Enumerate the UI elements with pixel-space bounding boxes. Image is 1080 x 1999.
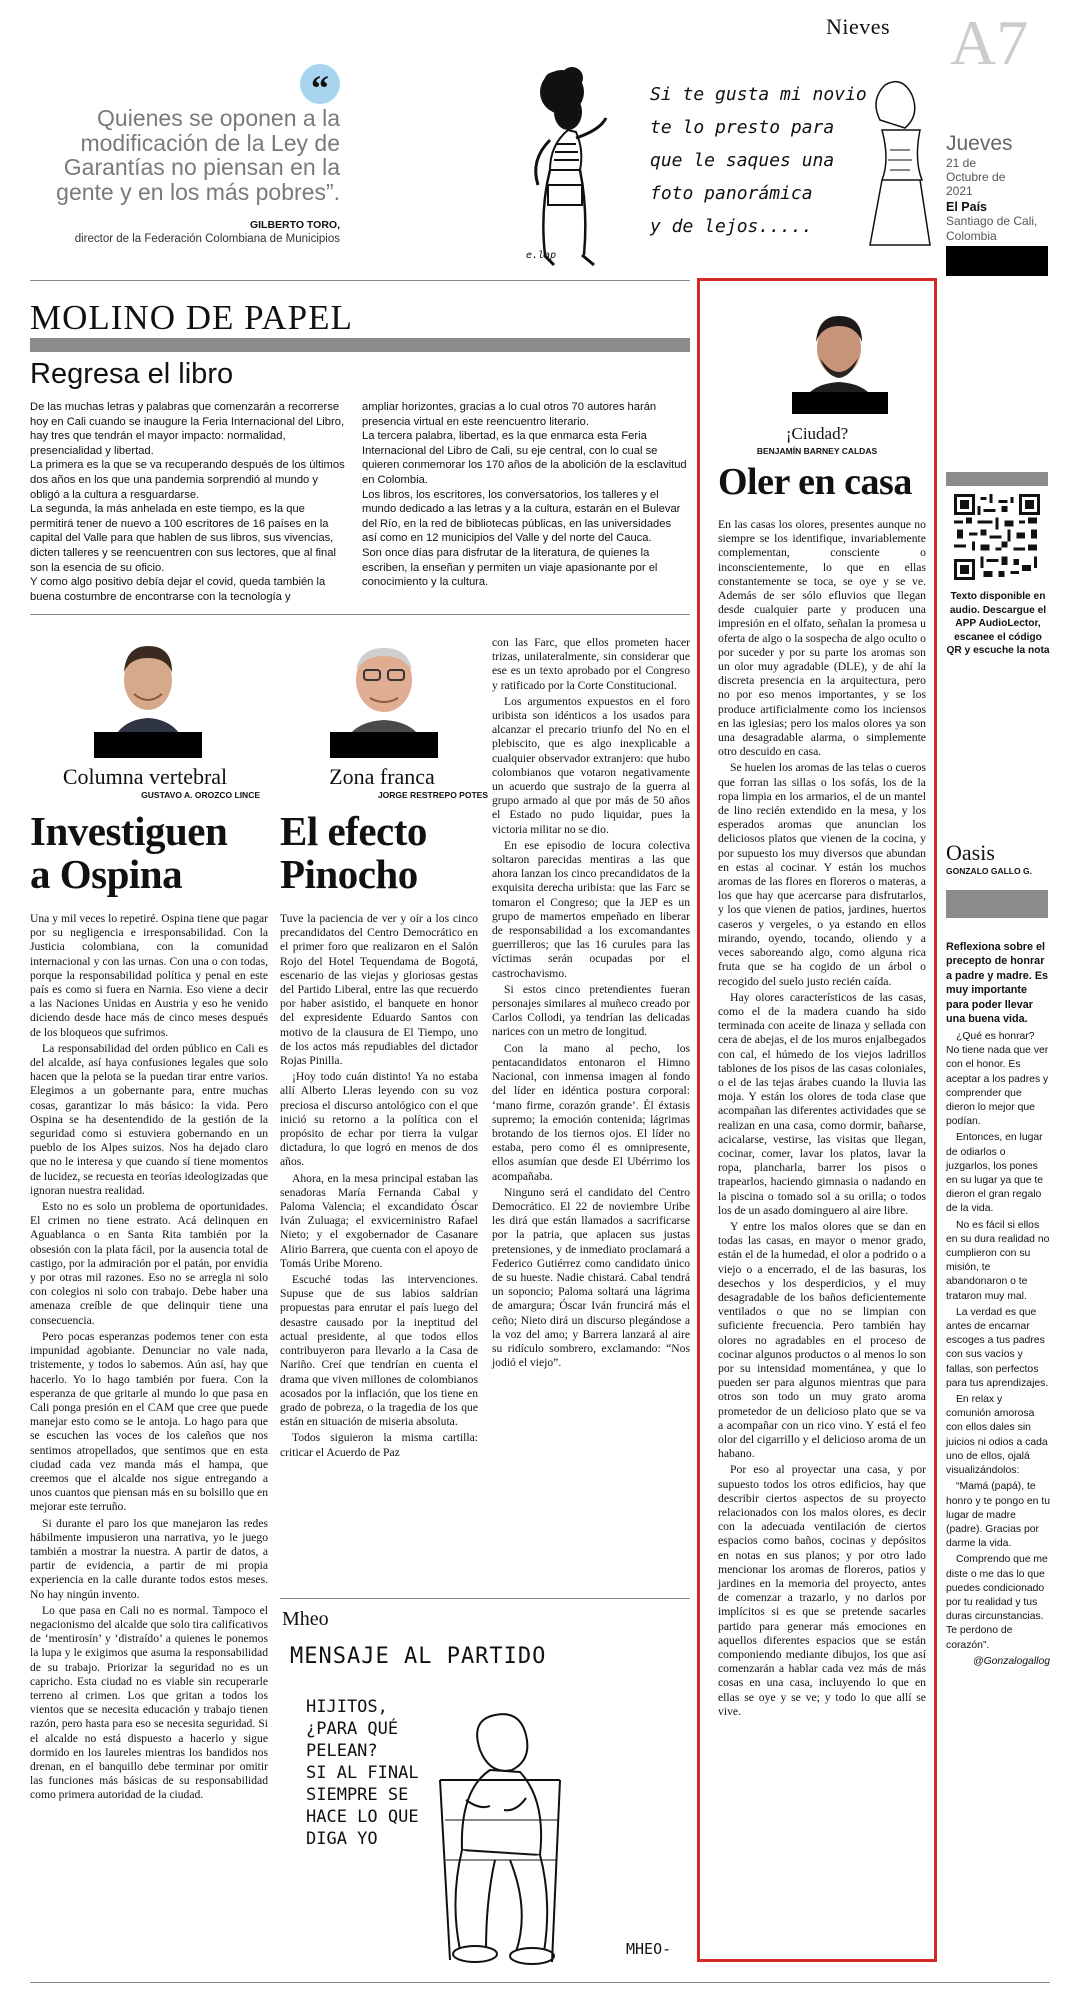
- date-label: 21 de Octubre de 2021: [946, 156, 1006, 198]
- editorial-paragraph: La primera es la que se va recuperando después de los últimos dos años en los que una pandemia sorprendió al mundo y obligó a la cultura a resguardarse.: [30, 459, 345, 501]
- oasis-paragraph: La verdad es que antes de encarnar escoges a tus padres con sus vacíos y fallas, son perfectos para tus aprendizajes.: [946, 1306, 1049, 1389]
- headline-line: Investiguen: [30, 808, 228, 854]
- column-paragraph: Y entre los malos olores que se dan en todas las casas, en mayor o menor grado, están el de la humedad, el olor a podrido o a viejo o a encerrado, el de las basuras, los desechos y los desperdicios, y el muy desagradable de los baños deficientemente ventilados o que no se limpian con suficiente frecuencia. Pero también hay olores no agradables en el proceso de cocinar algunos productos o al menos lo son por su intensidad momentánea, y que lo pueden ser para algunos mientras que para otros son todo un muy grato aroma prometedor de un delicioso plato que se va a acompañar con un rico vino. Y está el feo olor del cigarrillo y el delicioso aroma de un habano.: [718, 1219, 926, 1461]
- column-paragraph: Escuché todas las intervenciones. Supuse que de sus labios saldrían propuestas para enrutar el país luego del desastre causado por la ineptitud del actual presidente, al que todos ellos contribuyeron para llevarlo a la Casa de Nariño. Creí que tendrían en cuenta el drama que viven millones de colombianos acosados por la inflación, que los tiene en grado de pobreza, o la tragedia de los que están en situación de miseria absoluta.: [280, 1273, 478, 1429]
- column-paragraph: Con la mano al pecho, los pentacandidatos entonaron el Himno Nacional, con inmensa imagen al fondo del líder en idéntica postura corporal: ‘mano firme, corazón grande’. Él éxtasis supremo; la emoción contenida; lágrimas brotando de los tiernos ojos. El líder no estaba, pero como él es omnipresente, ellos asumían que desde El Ubérrimo los acompañaba.: [492, 1041, 690, 1183]
- column-section-title: Columna vertebral: [62, 764, 228, 789]
- photo-black-bar: [94, 732, 202, 758]
- column3-body: [718, 518, 926, 1721]
- page-number: A7: [950, 7, 1029, 78]
- oasis-body: [946, 1030, 1050, 1669]
- cartoon-signature: MHEO-: [626, 1940, 672, 1958]
- column-paragraph: Lo que pasa en Cali no es normal. Tampoco el negacionismo del alcalde que solo tira calificativos de ‘mentirosín’ y ‘distraído’ a quienes le ponemos la lupa y le exigimos que asuma la responsabilidad de su trabajo. Priorizar la seguridad no es un capricho. Esta ciudad no es viable sin recuperarle terreno al crimen. Los que gritan a todos los vientos que se necesita educación y trabajo tienen razón, pero hasta para eso se necesita seguridad. Si el alcalde no está dispuesto a hacerlo y sigue dormido en los laureles mientras los bandidos nos drenan, en el banquillo debe terminar por omitir las funciones más básicas de su responsabilidad como primera autoridad de la ciudad.: [30, 1603, 268, 1802]
- oasis-gray-bar: [946, 890, 1048, 918]
- masthead-black-bar: [946, 246, 1048, 276]
- quote-icon: [300, 64, 340, 108]
- column-paragraph: Una y mil veces lo repetiré. Ospina tiene que pagar por su negligencia e irresponsabilidad. Con la Justicia colombiana, con la comunidad internacional y con las urnas. Con una o con todas, porque la responsabilidad política y penal en este país es como si fuera en Narnia. Eso viene a decir a las Naciones Unidas en Austria y eso he venido diciendo desde hace más de cinco meses después de los bloqueos que sufrimos.: [30, 912, 268, 1039]
- column-paragraph: Si estos cinco pretendientes fueran personajes similares al muñeco creado por Carlos Collodi, ya tendrían las delicadas narices con un metro de longitud.: [492, 982, 690, 1039]
- editorial-gray-bar: [30, 338, 690, 352]
- editorial-paragraph: Y como algo positivo debía dejar el covid, queda también la buena costumbre de encontrarse con la tecnología y: [30, 576, 326, 603]
- cartoon-caption-line: que le saques una: [650, 150, 835, 171]
- column-paragraph: En ese episodio de locura colectiva soltaron parecidas mentiras a las que ahora lanzan los cinco precandidatos de la exquisita derecha uribista: que las Farc se tomaron el Congreso; que la JEP es un grupo de mamertos empeñado en liberar de responsabilidad a los excomandantes guerrilleros; que las 16 curules para las víctimas serán ocupadas por el castrochavismo.: [492, 838, 690, 980]
- editorial-title: Regresa el libro: [30, 358, 234, 390]
- editorial-paragraph: De las muchas letras y palabras que comenzarán a recorrerse hoy en Cali cuando se inaugure la Feria Internacional del Libro, hay tres que tendrán el mayor impacto: normalidad, presencialidad y libertad.: [30, 401, 345, 457]
- day-label: Jueves: [946, 132, 1013, 155]
- bubble-line: HIJITOS,: [306, 1697, 388, 1717]
- date-block: [946, 132, 1066, 244]
- city-label: Santiago de Cali, Colombia: [946, 214, 1038, 243]
- column-paragraph: Si durante el paro los que manejaron las redes hábilmente impusieron una narrativa, yo le juego también a mostrar la nuestra. A partir de datos, a partir de evidencia, a partir de mi propia experiencia en la calle durante todos estos meses. No hay ningún invento.: [30, 1516, 268, 1601]
- speech-bubble-text: [306, 1696, 419, 1850]
- column-paragraph: Los argumentos expuestos en el foro uribista son idénticos a los usados para alcanzar el precario triunfo del No en el plebiscito, que es algo inexplicable a cualquier observador extranjero: que hubo colombianos que votaron negativamente un acuerdo que sustrajo de la guerra al grupo armado al que por más de 50 años el Estado no pudo liquidar, pues la victoria militar no se dio.: [492, 694, 690, 836]
- column-paragraph: Por eso al proyectar una casa, y por supuesto todos los otros edificios, hay que describir ciertos aspectos de su proyecto relacionados con los malos olores, es decir con la adecuada ventilación de ciertos espacios como baños, cocinas y depósitos en notas en sus planos; y por otro lado mencionar los aromas de floreros, patios y jardines en la memoria del proyecto, antes de comenzar a trazarlo, y no darlos por implícitos si es que se pretende sacarles partido para generar más emociones en aquellos diferentes espacios que se están componiendo mediante dibujos, los que así comenzarán a hablar cada vez más de más cosas en una casa, incluyendo lo que en ellas se oye y se ve; y todo lo que allí se vive.: [718, 1463, 926, 1718]
- column2-body: [280, 912, 478, 1462]
- qr-code-icon: [954, 494, 1040, 580]
- editorial-bottom-divider: [30, 614, 690, 615]
- oasis-paragraph: Comprendo que me diste o me das lo que puedes condicionado por tu realidad y tus duras circunstancias. Te perdono de corazón”.: [946, 1554, 1048, 1651]
- cartoon-caption-line: Si te gusta mi novio: [650, 84, 867, 105]
- paper-name: El País: [946, 200, 987, 214]
- cartoon-caption-line: foto panorámica: [650, 183, 813, 204]
- cartoon-author: Mheo: [282, 1608, 329, 1630]
- column-section-title: ¡Ciudad?: [785, 424, 849, 443]
- cartoon-signature: e.lap: [526, 250, 557, 261]
- cartoon-caption-line: y de lejos.....: [650, 216, 813, 237]
- column-paragraph: Todos siguieron la misma cartilla: criticar el Acuerdo de Paz: [280, 1431, 478, 1459]
- photo-black-bar: [330, 732, 438, 758]
- column-paragraph: ¡Hoy todo cuán distinto! Ya no estaba allí Alberto Lleras leyendo con su voz preciosa el discurso antológico con el que inició su retorno a la política con el propósito de echar por tierra la vulgar dictadura, lo que logró en menos de dos años.: [280, 1070, 478, 1169]
- quote-mark: “: [311, 68, 329, 108]
- editorial-section-title: MOLINO DE PAPEL: [30, 298, 353, 337]
- headline-line: Pinocho: [280, 851, 418, 897]
- oasis-paragraph: Entonces, en lugar de odiarlos o juzgarlos, los pones en su lugar ya que te dieron el gran regalo de la vida.: [946, 1132, 1044, 1215]
- oasis-paragraph: ¿Qué es honrar? No tiene nada que ver con el honor. Es aceptar a los padres y comprender que dieron lo mejor que podían.: [946, 1031, 1049, 1128]
- top-divider: [30, 280, 690, 281]
- bubble-line: HACE LO QUE: [306, 1807, 419, 1827]
- editorial-col1: [30, 400, 348, 604]
- oasis-paragraph: En relax y comunión amorosa con ellos dales sin juicios ni odios a cada uno de ellos, ojalá visualizándolos:: [946, 1394, 1048, 1477]
- bottom-cartoon: [290, 1680, 690, 1980]
- column-paragraph: Esto no es solo un problema de oportunidades. El crimen no tiene estrato. Acá delinquen en Aguablanca o en Santa Rita también por la obsesión con la plata fácil, por la ausencia total de castigo, por la admiración por el patán, por envidia y por otras mil razones. Eso no se arregla ni solo con colegios ni solo con trabajo. Debe haber una amenaza creíble de que delinquir tiene una consecuencia.: [30, 1200, 268, 1327]
- column-author: BENJAMÍN BARNEY CALDAS: [756, 446, 878, 456]
- top-cartoon: [510, 60, 940, 275]
- editorial-paragraph: La segunda, la más anhelada en este tiempo, es la que permitirá tener de nuevo a 100 escritores de 16 países en la capital del Valle para que hablen de sus libros, sus vivencias, dicten talleres y se reencuentren con sus lectores, que al final son la esencia de su oficio.: [30, 503, 336, 574]
- quote-text: Quienes se oponen a la modificación de la Ley de Garantías no piensan en la gente y en los más pobres”.: [56, 105, 340, 205]
- column-headline: [30, 810, 270, 896]
- section-name: Nieves: [826, 14, 891, 39]
- quote-role: director de la Federación Colombiana de Municipios: [74, 233, 340, 245]
- oasis-paragraph: “Mamá (papá), te honro y te pongo en tu lugar de madre (padre). Gracias por darme la vida.: [946, 1481, 1050, 1550]
- editorial-paragraph: ampliar horizontes, gracias a lo cual otros 70 autores harán presencia virtual en este reencuentro literario.: [362, 401, 657, 428]
- oasis-lead: Reflexiona sobre el precepto de honrar a padre y madre. Es muy importante para poder llevar una buena vida.: [946, 941, 1049, 1026]
- column-author: JORGE RESTREPO POTES: [377, 790, 488, 800]
- sidebar-gray-bar: [946, 472, 1048, 486]
- bubble-line: ¿PARA QUÉ: [306, 1719, 399, 1739]
- column-paragraph: Pero pocas esperanzas podemos tener con esta impunidad agobiante. Denunciar no vale nada, tristemente, y todos lo sabemos. Aún así, hay que hacerlo. Yo lo hago también por fuera. Con la esperanza de que gritarle al mundo lo que pasa en Cali ponga presión en el CAM que cree que puede manejar esto como se le antoja. Lo hago para que se escuchen las voces de los caleños que nos sentimos atropellados, que sentimos que en esta ciudad cada vez manda más el hampa, que creemos que el alcalde nos sigue entregando a unos cuantos que piensan más en su bolsillo que en mejorar este terruño.: [30, 1329, 268, 1514]
- oasis-handle: @Gonzalogallog: [973, 1655, 1050, 1667]
- editorial-paragraph: Los libros, los escritores, los conversatorios, los talleres y el mundo dedicado a las letras y a la cultura, estarán en el Bulevar del Río, en la red de bibliotecas públicas, en las universidades así como en 12 municipios del Valle y del norte del Cauca.: [362, 488, 681, 545]
- column-section-title: Zona franca: [329, 764, 435, 789]
- photo-black-bar: [792, 392, 888, 414]
- headline-line: a Ospina: [30, 851, 183, 897]
- column-paragraph: La responsabilidad del orden público en Cali es del alcalde, así haya confusiones legales que solo hacen que la pelota se la puedan tirar entre varios. Elegimos a un gobernante para, entre muchas cosas, garantizar lo más básico: la vida. Pero Ospina se ha desentendido de la gestión de la seguridad como si estuviera gobernando en un pueblo de los Alpes suizos. Nos ha dejado claro que no le interesa y que cuando sí tiene momentos de lucidez, se recuesta en teorías ideologizadas que ignoran nuestra realidad.: [30, 1041, 268, 1197]
- audio-note: Texto disponible en audio. Descargue el APP AudioLector, escanee el código QR y escuche la nota: [946, 591, 1050, 657]
- oasis-author: GONZALO GALLO G.: [946, 866, 1032, 876]
- column-paragraph: Hay olores característicos de las casas, como el de la madera cuando ha sido terminada con aceite de linaza y sellada con cera de abejas, el de los muros enjalbegados con cal, el húmedo de los viejos ladrillos tablones de los pisos de las casas coloniales, o el de las tejas árabes cuando la lluvia las moja. Y están los olores de toda clase que acompañan las diferentes actividades que se realizan en una casa, como dormir, bañarse, acicalarse, vestirse, las visitas que llegan, cocinar, comer, lavar los platos, lavar la ropa, plancharla, barrer los pisos o trapearlos, haciendo gimnasia o nadando en la piscina o tomado sol a su orilla; o todos los de un asado dominguero al aire libre.: [718, 990, 926, 1217]
- bubble-line: PELEAN?: [306, 1741, 378, 1761]
- page-bottom-divider: [30, 1982, 1050, 1983]
- oasis-paragraph: No es fácil si ellos en su dura realidad no cumplieron con su misión, te abandonaron o te trataron muy mal.: [946, 1219, 1050, 1302]
- column-paragraph: con las Farc, que ellos prometen hacer trizas, unilateralmente, sin considerar que ese es un texto aprobado por el Congreso y ratificado por la Corte Constitucional.: [492, 636, 690, 692]
- cartoon-caption: [650, 78, 867, 243]
- column-paragraph: Ahora, en la mesa principal estaban las senadoras María Fernanda Cabal y Paloma Valencia; el excandidato Óscar Iván Zuluaga; el exvicerninistro Rafael Nieto; y el exgobernador de Casanare Alirio Barrera, que cuenta con el apoyo de Tomás Uribe Moreno.: [280, 1171, 478, 1270]
- column-paragraph: Se huelen los aromas de las telas o cueros que forran las sillas o los sofás, los de la ropa limpia en los armarios, el de un mantel de lino recién extendido en la mesa, y los esperados aromas que anuncian los deliciosos platos que vienen de la cocina, y por supuesto los muy diversos que abundan en estas al cocinar. Y están los muchos aromas de las flores en floreros o materas, a los que hay que acercarse para disfrutarlos, y los que vienen de patios, jardines, huertos caseros y vergeles, o ya estando en ellos mirando, oyendo, tocando, oliendo y a veces saboreando algo, como alguna rica fruta que se ha cogido de un árbol o recogido del suelo justo recién caída.: [718, 761, 926, 988]
- column-paragraph: En las casas los olores, presentes aunque no siempre se los identifique, invariablemente complementan, consciente o inconscientemente, lo que en ellas constantemente se toca, se oye y se ve. Además de ser sólo efluvios que llegan desde cualquier parte y producen una impresión en el olfato, señalan la promesa u oferta de algo o la sospecha de algo oculto o por suceder y por su parte los aromas son un olor muy agradable (DLE), y de ahí la discreta presencia en la arquitectura, pero no por eso menos importantes, y se los produce artificialmente como los inciensos en las iglesias; pero los malos olores ya son una desagradable alarma, o simplemente otro descuido en casa.: [718, 518, 926, 759]
- cartoon-title: MENSAJE AL PARTIDO: [290, 1644, 547, 1669]
- editorial-col2: [362, 400, 688, 590]
- cartoon-divider: [280, 1598, 690, 1599]
- cartoon-caption-line: te lo presto para: [650, 117, 835, 138]
- bubble-line: SI AL FINAL: [306, 1763, 419, 1783]
- editorial-paragraph: Son once días para disfrutar de la literatura, de quienes la escriben, la enseñan y permiten un viaje apasionante por el conocimiento y la cultura.: [362, 546, 658, 589]
- oasis-section-title: Oasis: [946, 840, 995, 865]
- column-paragraph: Ninguno será el candidato del Centro Democrático. El 22 de noviembre Uribe les dirá que están llamados a sacrificarse por la patria, que aplacen sus justas pretensiones, y de inmediato proclamará a Federico Gutiérrez como candidato único de su hueste. Nadie chistará. Cabal tendrá un soponcio; Paloma soltará una lágrima de amargura; Óscar Iván fruncirá más el ceño; Nieto dirá un discurso plegándose a la voz del amo; y Barrera lanzará al aire su ridículo sombrero, exclamando: “Nos jodió el viejo”.: [492, 1185, 690, 1370]
- bubble-line: DIGA YO: [306, 1829, 378, 1849]
- column1-body: [30, 912, 268, 1805]
- column2-body-b: [492, 636, 690, 1372]
- headline-line: El efecto: [280, 808, 427, 854]
- quote-author: GILBERTO TORO,: [249, 219, 340, 231]
- column-headline: Oler en casa: [718, 461, 912, 503]
- column-paragraph: Tuve la paciencia de ver y oír a los cinco precandidatos del Centro Democrático en el primer foro que realizaron en el Salón Rojo del Hotel Tequendama de Bogotá, escenario de las viejas y gloriosas gestas del Partido Liberal, entre las que recuerdo por haber asistido, el banquete en honor del expresidente Eduardo Santos con motivo de la clausura de El Tiempo, uno de los actos más repudiables del dictador Rojas Pinilla.: [280, 912, 478, 1068]
- editorial-paragraph: La tercera palabra, libertad, es la que enmarca esta Feria Internacional del Libro de Cali, su eje central, con lo cual se quieren conmemorar los 170 años de la abolición de la esclavitud en Colombia.: [362, 430, 687, 486]
- bubble-line: SIEMPRE SE: [306, 1785, 409, 1805]
- column-author: GUSTAVO A. OROZCO LINCE: [141, 790, 260, 800]
- column-headline: [280, 810, 490, 896]
